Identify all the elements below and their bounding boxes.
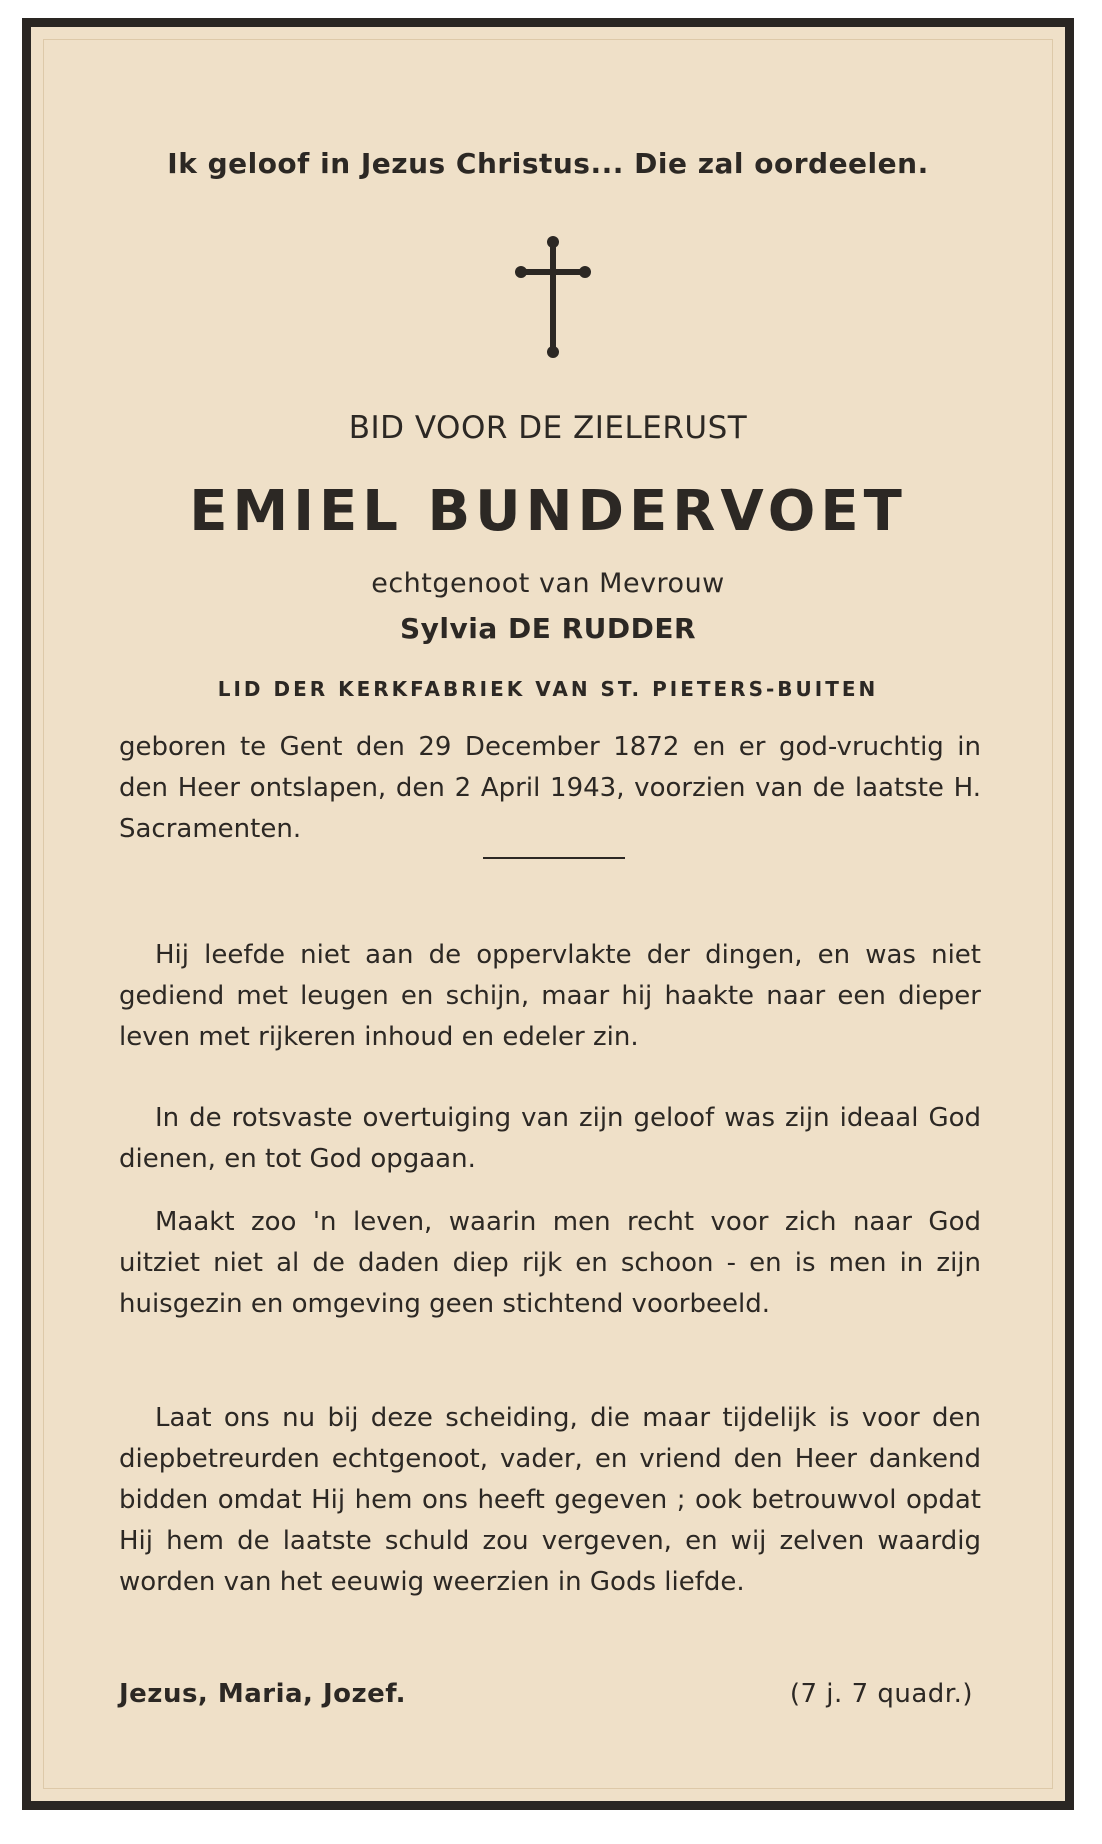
memorial-card	[22, 18, 1074, 1810]
paragraph-1-text: Hij leefde niet aan de oppervlakte der dingen, en was niet gediend met leugen en schijn, maar hij haakte naar een dieper leven met rijkeren inhoud en edeler zin.	[119, 940, 981, 1052]
spouse-name: Sylvia DE RUDDER	[399, 612, 697, 645]
paragraph-4-text: Laat ons nu bij deze scheiding, die maar tijdelijk is voor den diepbetreurden echtgenoot, vader, en vriend den Heer dankend bidden omdat Hij hem ons heeft gegeven ; ook betrouwvol opdat Hij hem de laatste schuld zou vergeven, en wij zelven waardig worden van het eeuwig weerzien in Gods liefde.	[119, 1403, 981, 1597]
paragraph-1	[119, 935, 981, 1058]
spouse-intro: echtgenoot van Mevrouw	[371, 568, 725, 599]
prayer-request: BID VOOR DE ZIELERUST	[348, 410, 748, 446]
birth-death-paragraph: geboren te Gent den 29 December 1872 en er god-vruchtig in den Heer ontslapen, den 2 April 1943, voorzien van de laatste H. Sacramenten.	[119, 732, 981, 844]
divider-line	[483, 857, 625, 859]
deceased-name: EMIEL BUNDERVOET	[189, 479, 907, 544]
motto: Ik geloof in Jezus Christus... Die zal oordeelen.	[167, 147, 929, 180]
membership-line: LID DER KERKFABRIEK VAN ST. PIETERS-BUITEN	[217, 677, 879, 701]
paragraph-2-text: In de rotsvaste overtuiging van zijn geloof was zijn ideaal God dienen, en tot God opgaan.	[119, 1103, 981, 1174]
cross-icon	[511, 232, 595, 362]
card-content	[31, 27, 1065, 1801]
paragraph-3-text: Maakt zoo 'n leven, waarin men recht voor zich naar God uitziet niet al de daden diep rijk en schoon - en is men in zijn huisgezin en omgeving geen stichtend voorbeeld.	[119, 1207, 981, 1319]
paragraph-2	[119, 1098, 981, 1180]
paragraph-4	[119, 1398, 981, 1603]
closing-prayer: Jezus, Maria, Jozef.	[119, 1679, 407, 1709]
indulgence-note: (7 j. 7 quadr.)	[789, 1679, 973, 1709]
paragraph-3	[119, 1202, 981, 1325]
